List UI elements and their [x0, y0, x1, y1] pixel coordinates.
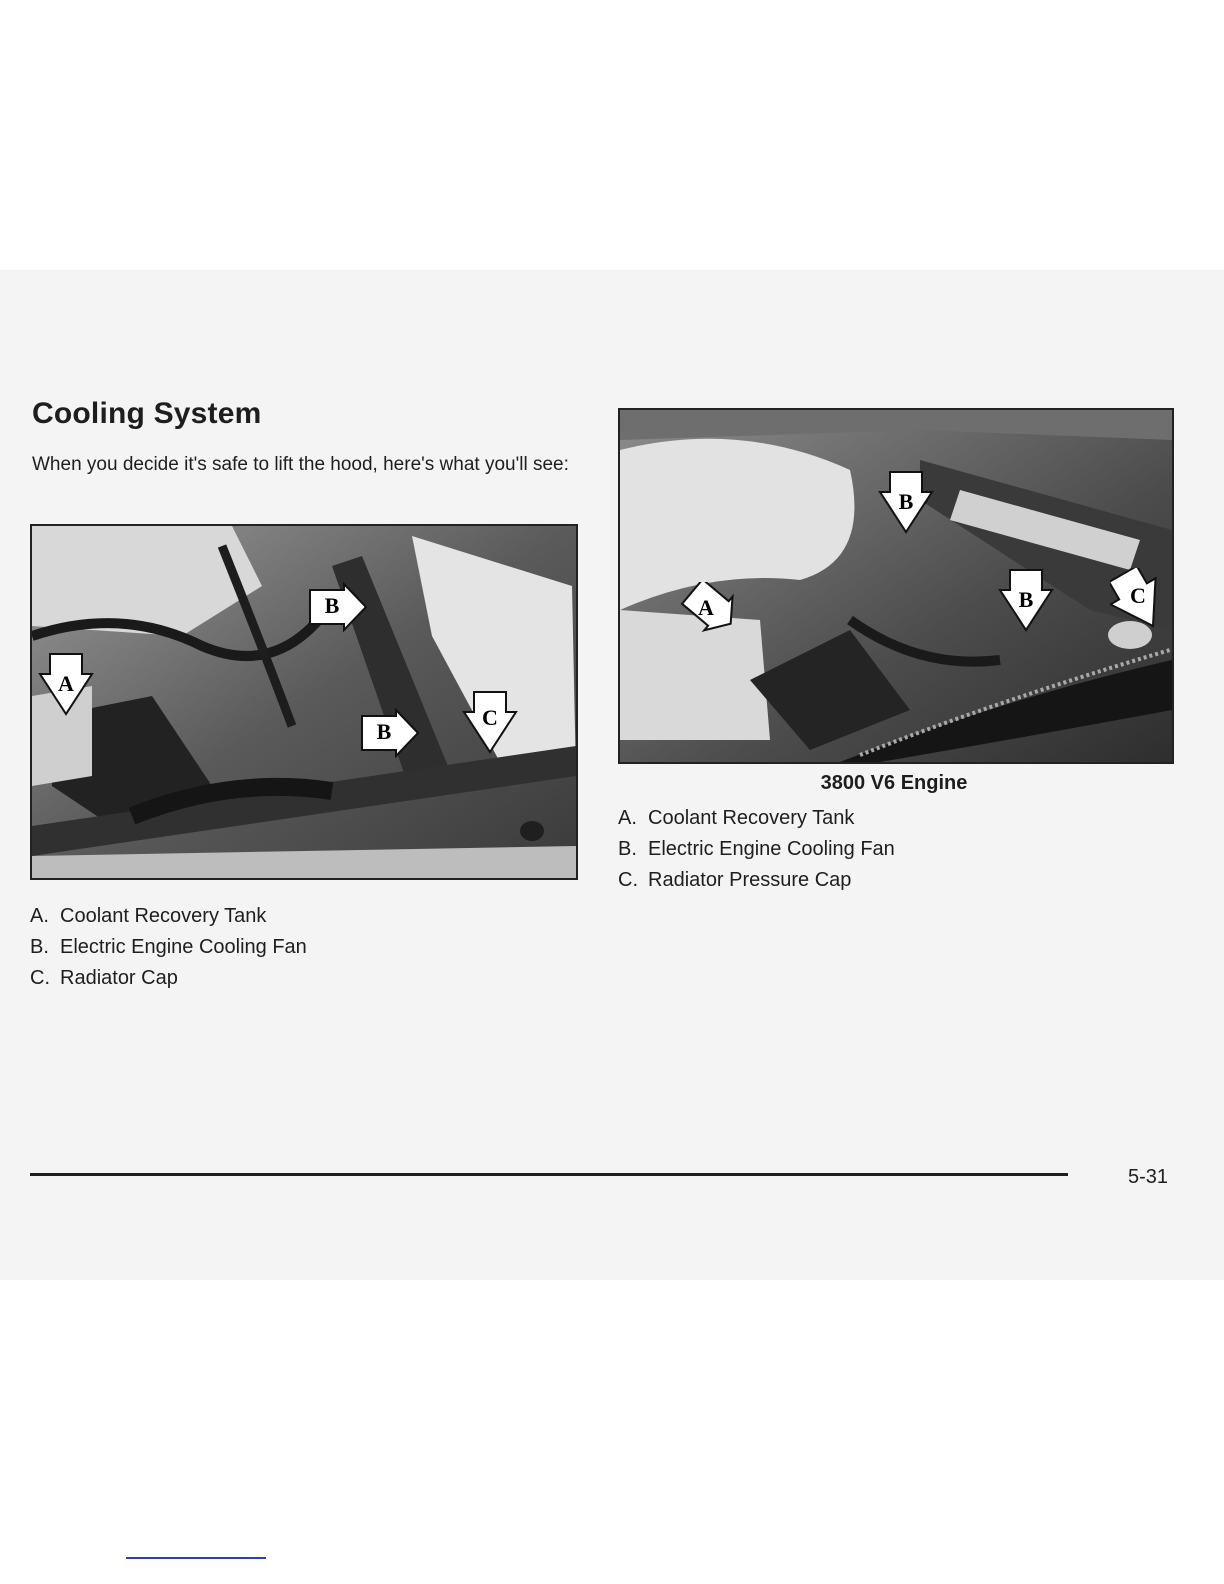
callout-b-arrow-left-upper [308, 582, 368, 632]
legend-text: Coolant Recovery Tank [648, 807, 855, 829]
page-number: 5-31 [1127, 1166, 1168, 1188]
legend-letter: B. [30, 936, 49, 958]
callout-b-arrow-right-upper [878, 470, 934, 534]
callout-c-arrow-left [462, 690, 518, 754]
callout-label: C [482, 705, 498, 731]
legend-letter: C. [618, 869, 638, 891]
legend-text: Electric Engine Cooling Fan [60, 936, 307, 958]
callout-b-arrow-left-lower [360, 708, 420, 758]
page-title: Cooling System [32, 397, 262, 430]
legend-item [30, 932, 307, 963]
legend-right [618, 803, 895, 896]
legend-text: Coolant Recovery Tank [60, 905, 267, 927]
legend-text: Electric Engine Cooling Fan [648, 838, 895, 860]
legend-left [30, 901, 307, 994]
footer-rule [30, 1173, 1068, 1176]
legend-item [30, 963, 307, 994]
callout-label: B [376, 719, 392, 745]
legend-item [618, 865, 895, 896]
intro-paragraph: When you decide it's safe to lift the hood, here's what you'll see: [32, 454, 569, 475]
callout-label: B [1018, 587, 1034, 613]
legend-item [30, 901, 307, 932]
legend-letter: B. [618, 838, 637, 860]
callout-label: B [324, 593, 340, 619]
bottom-link-underline[interactable] [126, 1557, 266, 1559]
callout-label: B [898, 489, 914, 515]
callout-a-arrow-left [38, 652, 94, 716]
legend-letter: A. [618, 807, 637, 829]
legend-letter: A. [30, 905, 49, 927]
callout-label: A [58, 671, 74, 697]
legend-text: Radiator Cap [60, 967, 178, 989]
legend-text: Radiator Pressure Cap [648, 869, 852, 891]
callout-b-arrow-right-lower [998, 568, 1054, 632]
legend-item [618, 803, 895, 834]
callout-label: C [1130, 583, 1146, 609]
legend-letter: C. [30, 967, 50, 989]
callout-label: A [698, 595, 714, 621]
callout-a-arrow-right [680, 582, 734, 644]
legend-item [618, 834, 895, 865]
figure-caption: 3800 V6 Engine [820, 772, 968, 794]
callout-c-arrow-right [1110, 568, 1166, 632]
